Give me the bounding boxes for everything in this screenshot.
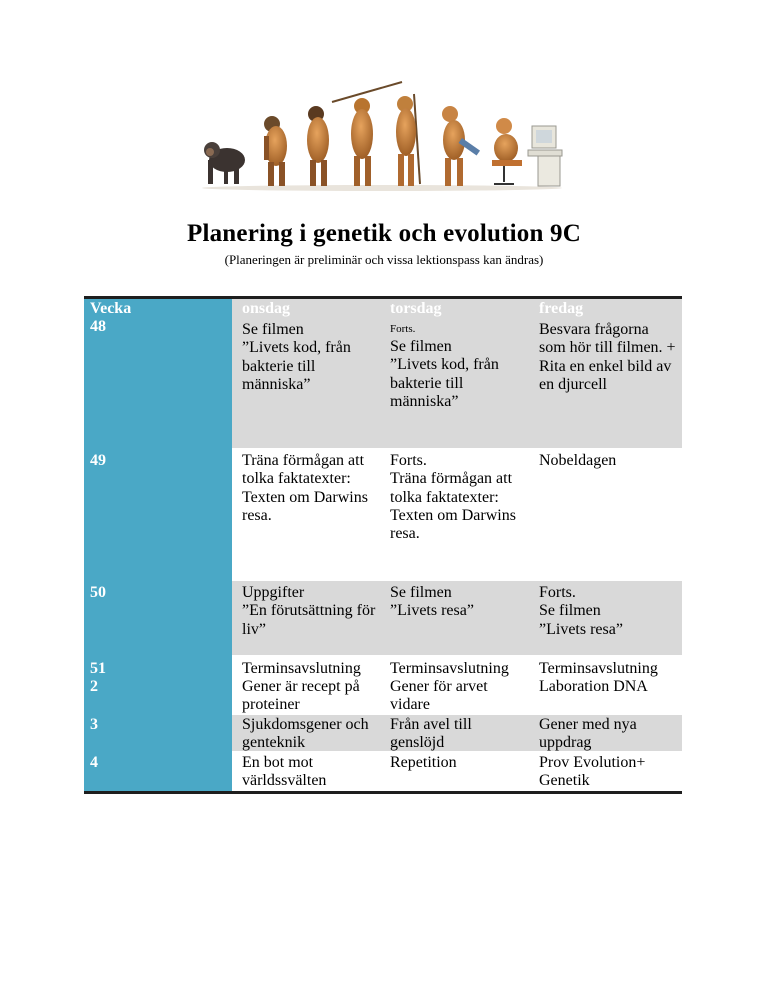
w49-fredag: Nobeldagen (539, 452, 617, 469)
schedule-table (84, 296, 682, 794)
header-torsdag: torsdag (390, 300, 442, 317)
w48-torsdag: Se filmen ”Livets kod, från bakterie till människa” (390, 338, 499, 410)
evolution-illustration (192, 80, 572, 192)
w48-onsdag: Se filmen ”Livets kod, från bakterie till människa” (242, 321, 351, 393)
w4-torsdag: Repetition (390, 754, 457, 771)
w3-onsdag: Sjukdomsgener och genteknik (242, 716, 369, 752)
week-3: 3 (90, 716, 98, 733)
w51-torsdag: Terminsavslutning (390, 660, 509, 677)
w50-torsdag: Se filmen ”Livets resa” (390, 584, 474, 620)
w4-onsdag: En bot mot världssvälten (242, 754, 327, 790)
week-50: 50 (90, 584, 106, 601)
page-title: Planering i genetik och evolution 9C (186, 220, 581, 247)
w4-fredag: Prov Evolution+ Genetik (539, 754, 646, 790)
w51-fredag: Terminsavslutning (539, 660, 658, 677)
week-column-background (84, 299, 232, 791)
page-subtitle: (Planeringen är preliminär och vissa lektionspass kan ändras) (224, 252, 544, 267)
w2-fredag: Laboration DNA (539, 678, 648, 695)
week-2: 2 (90, 678, 98, 695)
table-top-rule (84, 296, 682, 299)
tool-figure (442, 106, 480, 186)
table-bottom-rule (84, 791, 682, 794)
chimp-figure (204, 142, 245, 184)
computer-user-figure (492, 118, 562, 186)
header-onsdag: onsdag (242, 300, 291, 317)
header-fredag: fredag (539, 300, 584, 317)
hominid-figure-2 (307, 106, 329, 186)
w50-onsdag: Uppgifter ”En förutsättning för liv” (242, 584, 376, 638)
week-48: 48 (90, 318, 106, 335)
week-49: 49 (90, 452, 106, 469)
w49-onsdag: Träna förmågan att tolka faktatexter: Texten om Darwins resa. (242, 452, 368, 524)
w2-onsdag: Gener är recept på proteiner (242, 678, 360, 714)
w3-fredag: Gener med nya uppdrag (539, 716, 637, 752)
header-week: Vecka (90, 300, 132, 317)
week-4: 4 (90, 754, 98, 771)
week-51: 51 (90, 660, 106, 677)
w49-torsdag: Forts. Träna förmågan att tolka faktatexter: Texten om Darwins resa. (390, 452, 516, 543)
w50-fredag: Forts. Se filmen ”Livets resa” (539, 584, 623, 638)
w3-torsdag: Från avel till genslöjd (390, 716, 472, 752)
w48-torsdag-note: Forts. (390, 323, 416, 335)
w51-onsdag: Terminsavslutning (242, 660, 361, 677)
w2-torsdag: Gener för arvet vidare (390, 678, 488, 714)
upright-figure (396, 94, 420, 186)
hominid-figure-1 (264, 116, 287, 186)
spear-figure (332, 82, 402, 186)
w48-fredag: Besvara frågorna som hör till filmen. + Rita en enkel bild av en djurcell (539, 321, 676, 393)
